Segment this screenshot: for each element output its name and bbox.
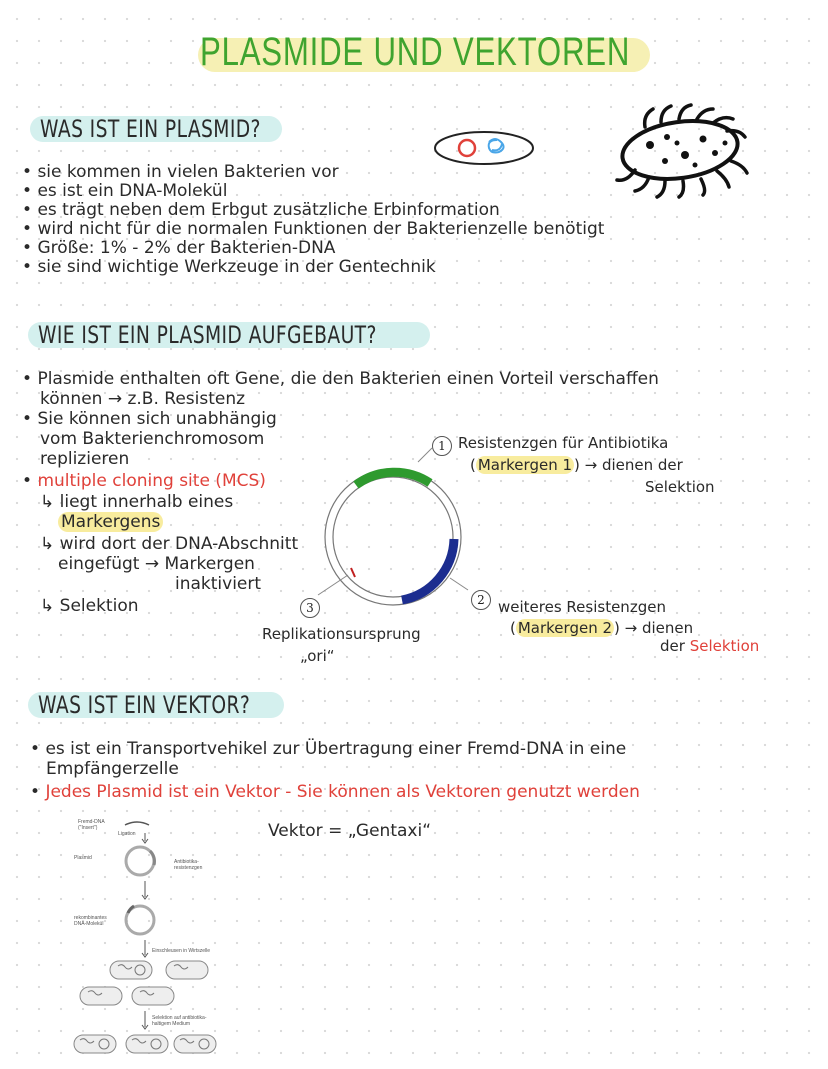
list-item: • wird nicht für die normalen Funktionen der Bakterienzelle benötigt [22,219,605,239]
section-heading-vektor: WAS IST EIN VEKTOR? [38,691,251,719]
section-heading-plasmid: WAS IST EIN PLASMID? [40,115,261,143]
aufbau-bullet-1: • Plasmide enthalten oft Gene, die den Bakterien einen Vorteil verschaffen [22,369,659,389]
label-2-selektion: der Selektion [660,637,760,655]
mcs-bullet: • multiple cloning site (MCS) [22,471,266,491]
page-title: PLASMIDE UND VEKTOREN [200,30,631,74]
cloning-diagram-drawing [70,815,240,1060]
section-heading-aufbau: WIE IST EIN PLASMID AUFGEBAUT? [38,321,377,349]
label-3-text: Replikationsursprung [262,625,421,643]
vektor-bullet-1: • es ist ein Transportvehikel zur Übertragung einer Fremd-DNA in eine [30,739,627,759]
list-item: • es trägt neben dem Erbgut zusätzliche Erbinformation [22,200,500,220]
list-item: • es ist ein DNA-Molekül [22,181,228,201]
label-einschleusen: Einschleusen in Wirtszelle [152,948,211,954]
label-3-ori: „ori“ [300,647,335,665]
list-item: • Größe: 1% - 2% der Bakterien-DNA [22,238,336,258]
aufbau-bullet-2-cont: replizieren [40,449,130,469]
mcs-sub-1-cont: Markergens [58,513,163,532]
label-dna-molekuel: DNA-Molekül [74,921,104,927]
vektor-bullet-1-cont: Empfängerzelle [46,759,179,779]
label-haltiges-medium: haltigem Medium [152,1021,191,1027]
label-ligation: Ligation [118,831,136,837]
plasmid-cell-icon [432,128,536,168]
aufbau-bullet-1-cont: können → z.B. Resistenz [40,389,246,409]
vektor-bullet-2: • Jedes Plasmid ist ein Vektor - Sie können als Vektoren genutzt werden [30,782,640,802]
mcs-sub-2-cont: eingefügt → Markergen [58,554,255,574]
label-plasmid: Plasmid [74,855,92,861]
label-fremd-dna: Fremd-DNA [78,819,105,825]
label-1-marker: ( Markergen 1 ) → dienen der [470,456,683,474]
label-number-2: 2 [471,590,491,610]
label-number-3: 3 [300,598,320,618]
mcs-sub-2: ↳ wird dort der DNA-Abschnitt [40,534,299,554]
label-number-1: 1 [432,436,452,456]
label-rekombinant: rekombinantes [74,915,107,921]
list-item: • sie kommen in vielen Bakterien vor [22,162,339,182]
cloning-diagram [70,815,240,1060]
label-insert: ("Insert") [78,825,98,831]
label-2-text: weiteres Resistenzgen [498,598,666,616]
vektor-gentaxi-note: Vektor = „Gentaxi“ [268,821,432,841]
mcs-sub-3: ↳ Selektion [40,596,139,616]
label-1-text: Resistenzgen für Antibiotika [458,434,669,452]
label-selektion-medium: Selektion auf antibiotika- [152,1015,207,1021]
label-resistenzgen: resistenzgen [174,865,203,871]
label-2-marker: ( Markergen 2 ) → dienen [510,619,694,637]
label-1-selektion: Selektion [645,478,715,496]
list-item: • sie sind wichtige Werkzeuge in der Gentechnik [22,257,436,277]
bullet-list-plasmid [22,163,604,277]
bacterium-icon [605,95,755,200]
aufbau-bullet-2-cont: vom Bakterienchromosom [40,429,265,449]
label-antibiotika: Antibiotika- [174,859,199,865]
mcs-sub-1: ↳ liegt innerhalb eines [40,492,234,512]
mcs-sub-2-cont: inaktiviert [175,574,262,594]
aufbau-bullet-2: • Sie können sich unabhängig [22,409,277,429]
